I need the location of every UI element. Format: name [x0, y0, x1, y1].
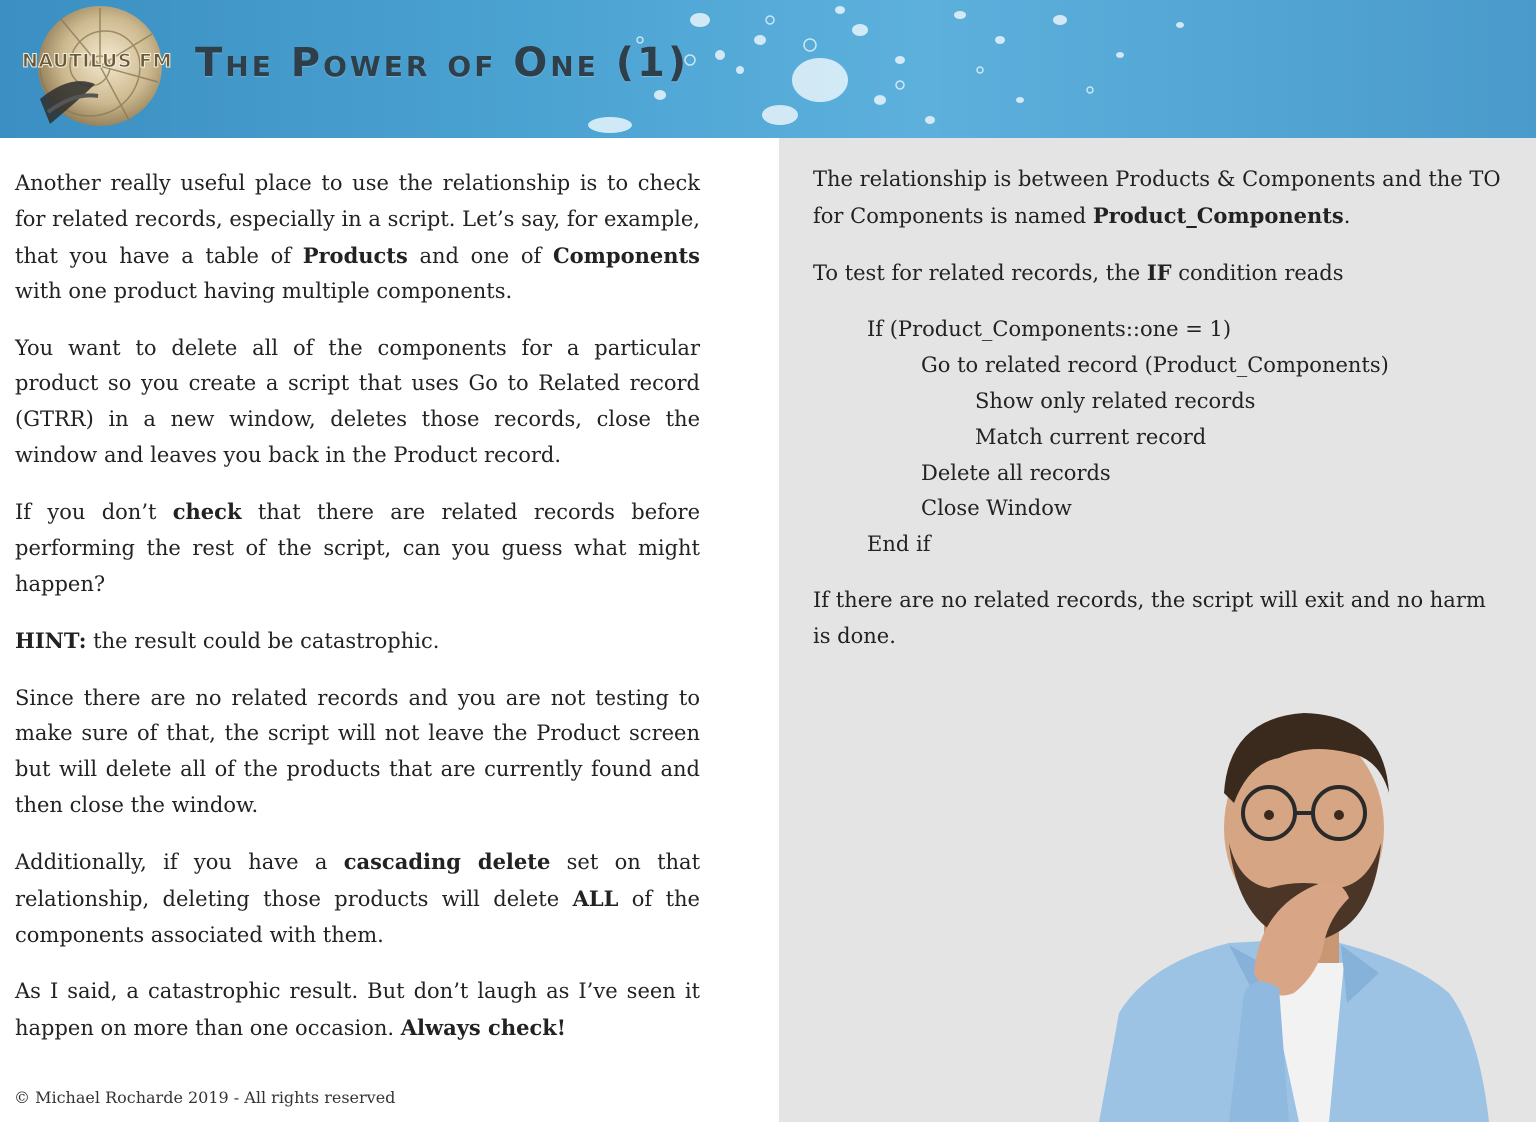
- paragraph: HINT: the result could be catastrophic.: [15, 628, 440, 654]
- paragraph: If there are no related records, the script will exit and no harm is done.: [813, 588, 1486, 649]
- page-title: The Power of One (1): [195, 40, 690, 86]
- paragraph: If you don’t check that there are related records before performing the rest of the script, can you guess what might happen?: [15, 499, 700, 596]
- code-line: Go to related record (Product_Components): [921, 353, 1389, 378]
- right-column: [779, 138, 1536, 1122]
- right-text-body: [813, 162, 1503, 676]
- header-banner: [0, 0, 1536, 138]
- paragraph: As I said, a catastrophic result. But don’t laugh as I’ve seen it happen on more than one occasion. Always check!: [15, 979, 700, 1040]
- left-text-body: [15, 166, 700, 1067]
- code-line: Match current record: [975, 424, 1207, 449]
- paragraph: Since there are no related records and you are not testing to make sure of that, the script will not leave the Product screen but will delete all of the products that are currently found and then close the window.: [15, 685, 700, 817]
- code-line: Close Window: [921, 496, 1072, 521]
- paragraph: You want to delete all of the components for a particular product so you create a script that uses Go to Related record (GTRR) in a new window, deletes those records, close the window and leaves you back in the Product record.: [15, 335, 700, 468]
- paragraph: To test for related records, the IF condition reads: [813, 260, 1344, 286]
- code-line: If (Product_Components::one = 1): [867, 317, 1232, 342]
- code-line: Delete all records: [921, 460, 1111, 485]
- thinking-man-illustration: [1079, 673, 1536, 1122]
- paragraph: Another really useful place to use the relationship is to check for related records, especially in a script. Let’s say, for example, that you have a table of Products and one of Components with one product having multiple components.: [15, 171, 701, 304]
- left-column: [0, 138, 779, 1122]
- script-code-block: [813, 312, 1503, 563]
- code-line: End if: [867, 532, 931, 557]
- logo-text: NAUTILUS FM: [22, 50, 173, 72]
- paragraph: The relationship is between Products & Components and the TO for Components is named Product_Components.: [813, 167, 1501, 228]
- paragraph: Additionally, if you have a cascading delete set on that relationship, deleting those products will delete ALL of the components associated with them.: [15, 849, 701, 947]
- copyright-notice: © Michael Rocharde 2019 - All rights reserved: [14, 1088, 396, 1107]
- code-line: Show only related records: [975, 388, 1256, 413]
